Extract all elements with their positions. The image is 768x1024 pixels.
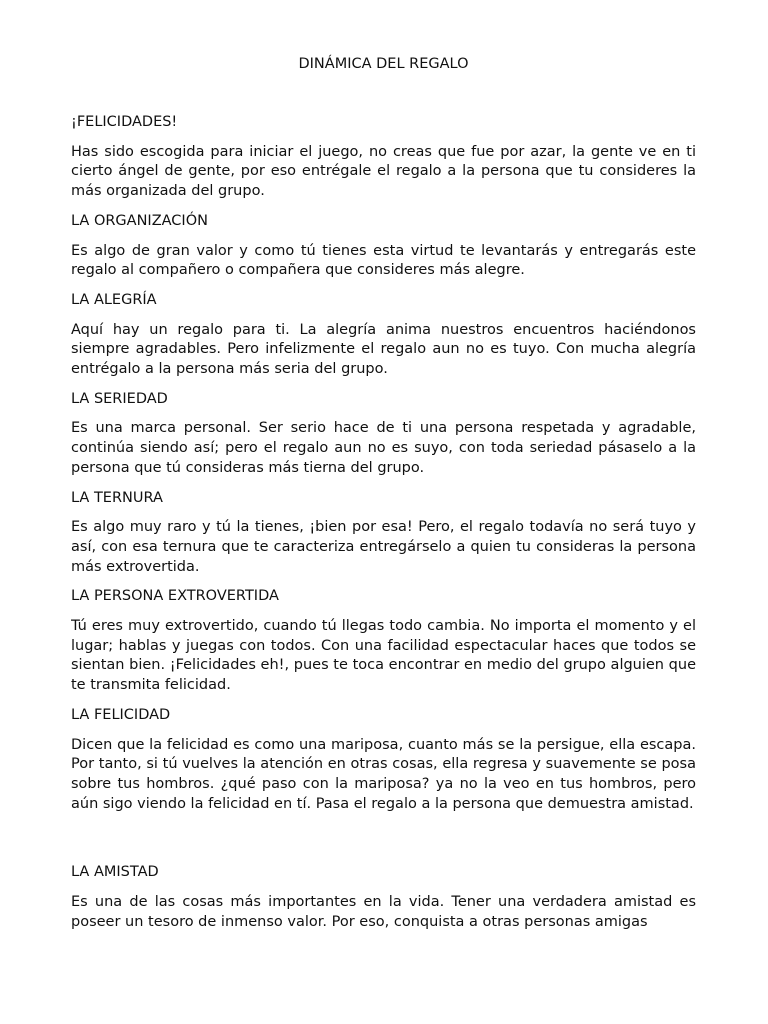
section-text-organizacion: Es algo de gran valor y como tú tienes esta virtud te levantarás y entregarás este regalo al compañero o compañera que consideres más alegre. — [71, 242, 696, 279]
section-text-extrovertida: Tú eres muy extrovertido, cuando tú llegas todo cambia. No importa el momento y el lugar; hablas y juegas con todos. Con una facilidad espectacular haces que todos se sientan bien. ¡Felicidades eh!, pues te toca encontrar en medio del grupo alguien que te transmita felicidad. — [71, 618, 696, 694]
section-heading-alegria: LA ALEGRÍA — [71, 291, 157, 308]
section-heading-ternura: LA TERNURA — [71, 489, 163, 506]
section-heading-organizacion: LA ORGANIZACIÓN — [71, 212, 208, 229]
document-page — [71, 0, 696, 1024]
section-heading-felicidad: LA FELICIDAD — [71, 706, 171, 723]
section-heading-amistad: LA AMISTAD — [71, 864, 159, 881]
document-title: DINÁMICA DEL REGALO — [298, 56, 469, 72]
section-heading-felicidades: ¡FELICIDADES! — [71, 114, 178, 130]
document-body — [71, 113, 696, 943]
section-text-seriedad: Es una marca personal. Ser serio hace de ti una persona respetada y agradable, continúa siendo así; pero el regalo aun no es suyo, con toda seriedad pásaselo a la persona que tú consideras más tierna del grupo. — [71, 420, 696, 476]
blank-line-spacer — [71, 824, 696, 863]
section-heading-extrovertida: LA PERSONA EXTROVERTIDA — [71, 588, 279, 605]
section-text-amistad: Es una de las cosas más importantes en la vida. Tener una verdadera amistad es poseer un tesoro de inmenso valor. Por eso, conquista a otras personas amigas — [71, 894, 696, 930]
section-text-felicidad: Dicen que la felicidad es como una mariposa, cuanto más se la persigue, ella escapa. Por tanto, si tú vuelves la atención en otras cosas, ella regresa y suavemente se posa sobre tus hombros. ¿qué paso con la mariposa? ya no la veo en tus hombros, pero aún sigo viendo la felicidad en tí. Pasa el regalo a la persona que demuestra amistad. — [71, 736, 696, 812]
section-text-alegria: Aquí hay un regalo para ti. La alegría anima nuestros encuentros haciéndonos siempre agradables. Pero infelizmente el regalo aun no es tuyo. Con mucha alegría entrégalo a la persona más seria del grupo. — [71, 321, 696, 378]
section-heading-seriedad: LA SERIEDAD — [71, 390, 168, 407]
section-text-ternura: Es algo muy raro y tú la tienes, ¡bien por esa! Pero, el regalo todavía no será tuyo y así, con esa ternura que te caracteriza entregárselo a quien tu consideras la persona más extrovertida. — [71, 519, 696, 575]
section-text-felicidades: Has sido escogida para iniciar el juego, no creas que fue por azar, la gente ve en ti cierto ángel de gente, por eso entrégale el regalo a la persona que tu consideres la más organizada del grupo. — [71, 143, 696, 200]
